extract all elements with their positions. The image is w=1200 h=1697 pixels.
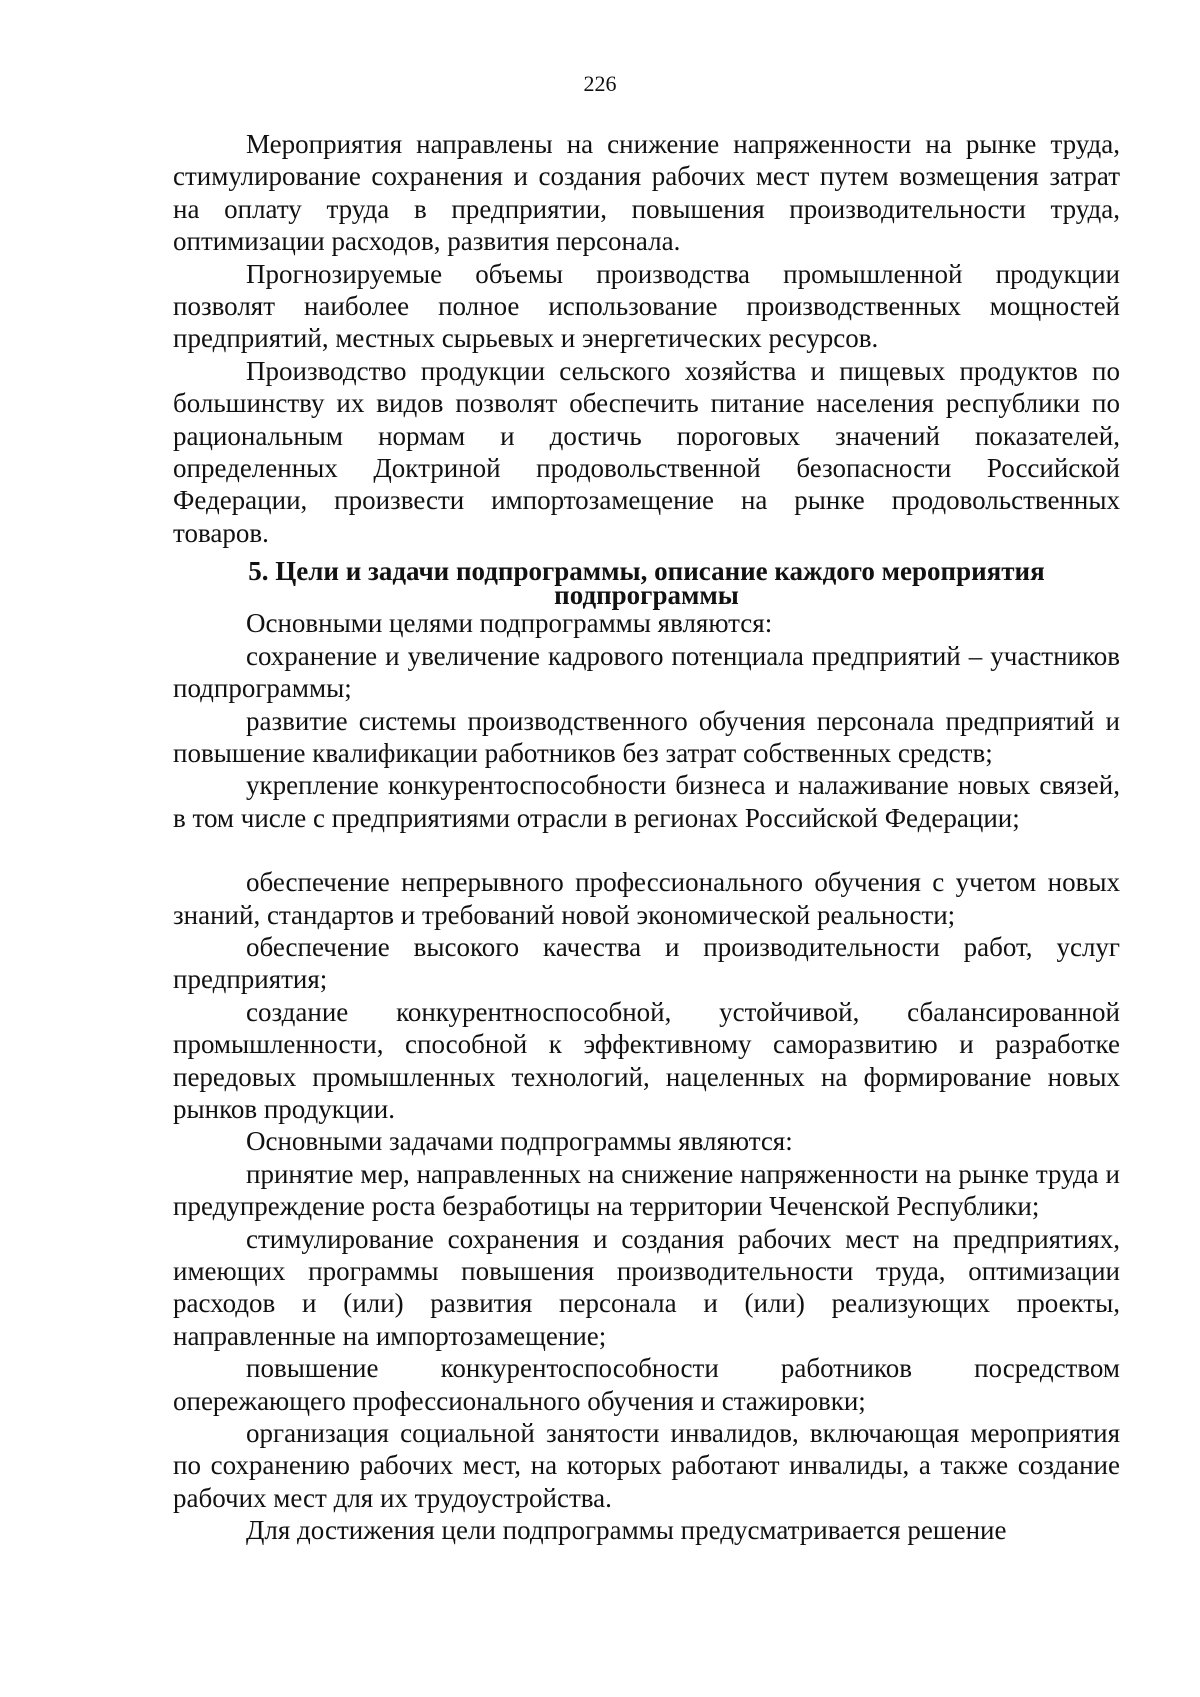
paragraph: Мероприятия направлены на снижение напряженности на рынке труда, стимулирование сохранения и создания рабочих мест путем возмещения затрат на оплату труда в предприятии, повышения производительности труда, оптимизации расходов, развития персонала. (173, 129, 1120, 257)
list-item: сохранение и увеличение кадрового потенциала предприятий – участников подпрограммы; (173, 640, 1120, 704)
paragraph: Для достижения цели подпрограммы предусматривается решение (246, 1515, 1007, 1546)
paragraph: Производство продукции сельского хозяйства и пищевых продуктов по большинству их видов позволят обеспечить питание населения республики по рациональным нормам и достичь пороговых значений показателей, определенных Доктриной продовольственной безопасности Российской Федерации, произвести импортозамещение на рынке продовольственных товаров. (173, 355, 1120, 548)
list-item: развитие системы производственного обучения персонала предприятий и повышение квалификации работников без затрат собственных средств; (173, 705, 1120, 768)
list-item: стимулирование сохранения и создания рабочих мест на предприятиях, имеющих программы повышения производительности труда, оптимизации расходов и (или) развития персонала и (или) реализующих проекты, направленные на импортозамещение; (173, 1223, 1120, 1351)
section-heading-line: 5. Цели и задачи подпрограммы, описание каждого мероприятия (248, 556, 1045, 587)
list-item: повышение конкурентоспособности работников посредством опережающего профессионального обучения и стажировки; (173, 1353, 1120, 1416)
list-item: обеспечение высокого качества и производительности работ, услуг предприятия; (173, 931, 1120, 995)
paragraph: Основными целями подпрограммы являются: (246, 608, 773, 639)
paragraph: Основными задачами подпрограммы являются: (246, 1126, 793, 1157)
list-item: укрепление конкурентоспособности бизнеса и налаживание новых связей, в том числе с предприятиями отрасли в регионах Российской Федерации; (173, 770, 1120, 833)
list-item: принятие мер, направленных на снижение напряженности на рынке труда и предупреждение роста безработицы на территории Чеченской Республики; (173, 1158, 1120, 1222)
page-number: 226 (583, 71, 617, 96)
section-heading-line: подпрограммы (554, 580, 739, 611)
list-item: создание конкурентноспособной, устойчивой, сбалансированной промышленности, способной к эффективному саморазвитию и разработке передовых промышленных технологий, нацеленных на формирование новых рынков продукции. (173, 996, 1120, 1124)
paragraph: Прогнозируемые объемы производства промышленной продукции позволят наиболее полное использование производственных мощностей предприятий, местных сырьевых и энергетических ресурсов. (173, 258, 1120, 354)
section-heading (173, 556, 1120, 611)
blank-line (173, 834, 1120, 866)
list-item: организация социальной занятости инвалидов, включающая мероприятия по сохранению рабочих мест, на которых работают инвалиды, а также создание рабочих мест для их трудоустройства. (173, 1418, 1120, 1513)
list-item: обеспечение непрерывного профессионального обучения с учетом новых знаний, стандартов и требований новой экономической реальности; (173, 867, 1120, 930)
document-body (173, 128, 1120, 1547)
